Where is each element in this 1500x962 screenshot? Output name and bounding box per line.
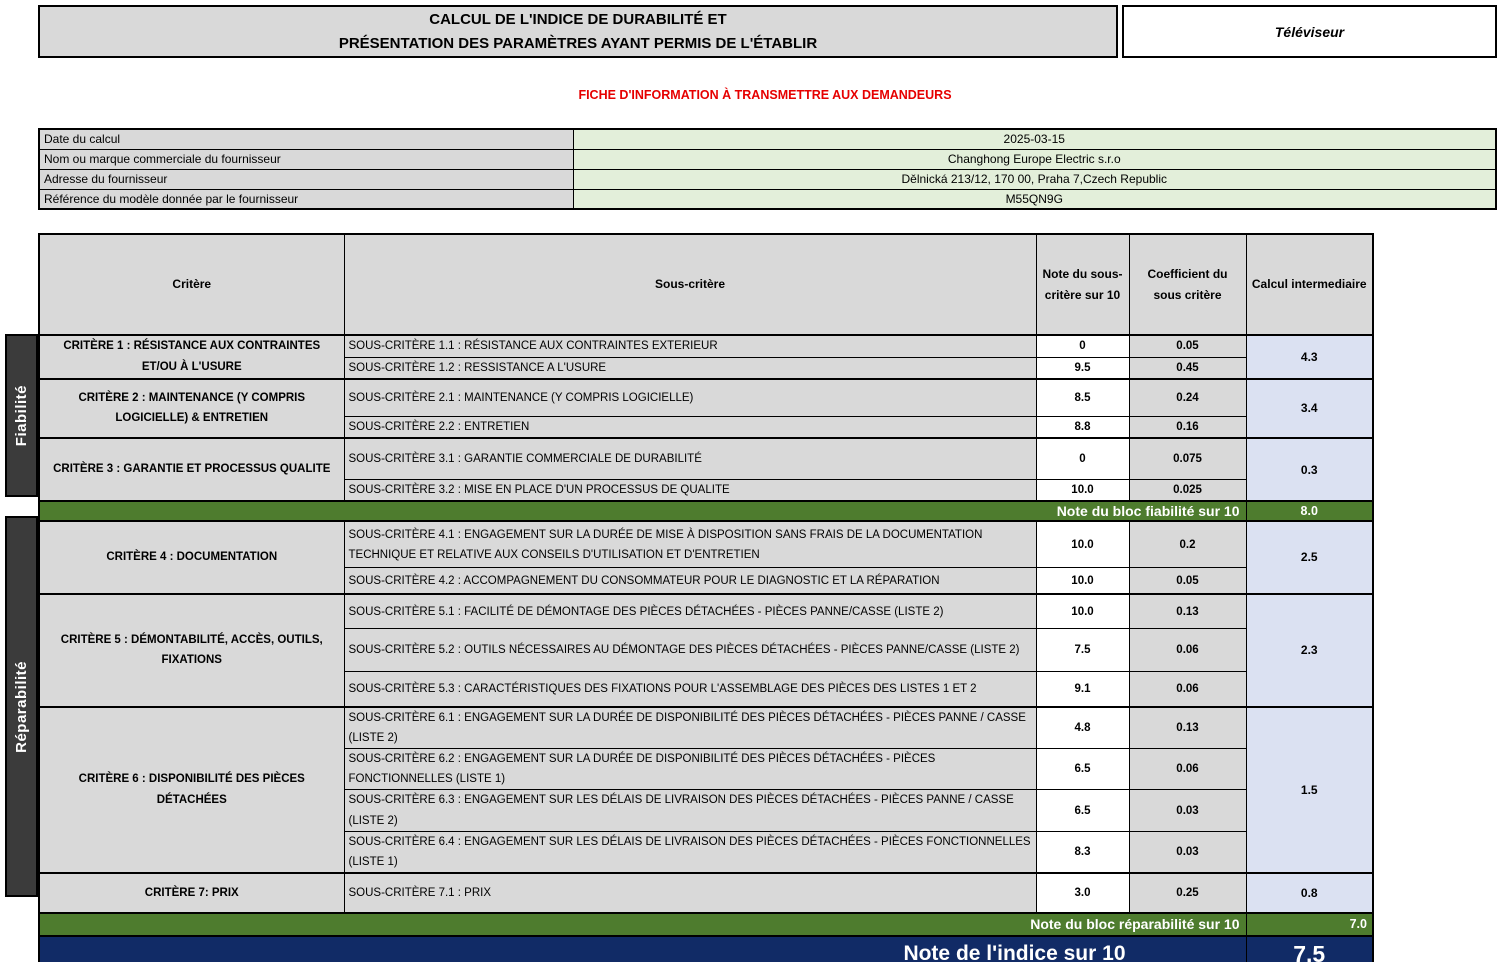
coef-1-1: 0.05 [1129,335,1246,357]
info-label-supplier-address: Adresse du fournisseur [39,169,573,189]
coef-3-2: 0.025 [1129,479,1246,501]
critere-3-label: CRITÈRE 3 : GARANTIE ET PROCESSUS QUALITE [39,438,344,501]
note-7-1: 3.0 [1036,873,1129,913]
side-label-reparabilite [5,516,38,897]
sous-critere-5-2: SOUS-CRITÈRE 5.2 : OUTILS NÉCESSAIRES AU DÉMONTAGE DES PIÈCES DÉTACHÉES - PIÈCES PANNE/CASSE (LISTE 2) [344,629,1036,672]
sous-critere-5-3: SOUS-CRITÈRE 5.3 : CARACTÉRISTIQUES DES FIXATIONS POUR L'ASSEMBLAGE DES PIÈCES DES LISTES 1 ET 2 [344,672,1036,707]
fiabilite-note-row [39,501,1373,521]
note-6-1: 4.8 [1036,707,1129,749]
note-4-1: 10.0 [1036,521,1129,568]
coef-6-3: 0.03 [1129,790,1246,831]
sous-critere-3-2: SOUS-CRITÈRE 3.2 : MISE EN PLACE D'UN PROCESSUS DE QUALITE [344,479,1036,501]
table-row [39,707,1373,749]
coef-2-1: 0.24 [1129,379,1246,417]
note-1-2: 9.5 [1036,357,1129,379]
note-5-1: 10.0 [1036,594,1129,629]
calc-critere-2: 3.4 [1246,379,1373,439]
col-header-sous-critere: Sous-critère [344,234,1036,335]
info-value-supplier-address: Dělnická 213/12, 170 00, Praha 7,Czech Republic [573,169,1496,189]
note-3-1: 0 [1036,438,1129,479]
table-row [39,594,1373,629]
coef-5-2: 0.06 [1129,629,1246,672]
note-2-1: 8.5 [1036,379,1129,417]
sous-critere-6-1: SOUS-CRITÈRE 6.1 : ENGAGEMENT SUR LA DURÉE DE DISPONIBILITÉ DES PIÈCES DÉTACHÉES - PIÈCES PANNE / CASSE (LISTE 2) [344,707,1036,749]
table-row [39,335,1373,357]
table-header-row [39,234,1373,335]
note-5-3: 9.1 [1036,672,1129,707]
calc-critere-1: 4.3 [1246,335,1373,379]
critere-6-label: CRITÈRE 6 : DISPONIBILITÉ DES PIÈCES DÉTACHÉES [39,707,344,873]
col-header-critere: Critère [39,234,344,335]
critere-4-label: CRITÈRE 4 : DOCUMENTATION [39,521,344,594]
table-row [39,149,1496,169]
note-1-1: 0 [1036,335,1129,357]
calc-critere-4: 2.5 [1246,521,1373,594]
reparabilite-note-value: 7.0 [1246,913,1373,936]
coef-5-1: 0.13 [1129,594,1246,629]
calc-critere-7: 0.8 [1246,873,1373,913]
table-row [39,873,1373,913]
note-3-2: 10.0 [1036,479,1129,501]
title-line-2: PRÉSENTATION DES PARAMÈTRES AYANT PERMIS DE L'ÉTABLIR [338,34,818,52]
fiabilite-note-value: 8.0 [1246,501,1373,521]
info-value-supplier-name: Changhong Europe Electric s.r.o [573,149,1496,169]
final-index-label: Note de l'indice sur 10 [39,936,1246,962]
sous-critere-6-2: SOUS-CRITÈRE 6.2 : ENGAGEMENT SUR LA DURÉE DE DISPONIBILITÉ DES PIÈCES DÉTACHÉES - PIÈCES FONCTIONNELLES (LISTE 1) [344,749,1036,790]
sous-critere-2-1: SOUS-CRITÈRE 2.1 : MAINTENANCE (Y COMPRIS LOGICIELLE) [344,379,1036,417]
coef-4-1: 0.2 [1129,521,1246,568]
note-6-4: 8.3 [1036,831,1129,873]
table-row [39,438,1373,479]
sous-critere-6-4: SOUS-CRITÈRE 6.4 : ENGAGEMENT SUR LES DÉLAIS DE LIVRAISON DES PIÈCES DÉTACHÉES - PIÈCES FONCTIONNELLES (LISTE 1) [344,831,1036,873]
sous-critere-5-1: SOUS-CRITÈRE 5.1 : FACILITÉ DE DÉMONTAGE DES PIÈCES DÉTACHÉES - PIÈCES PANNE/CASSE (LISTE 2) [344,594,1036,629]
fiabilite-note-label: Note du bloc fiabilité sur 10 [39,501,1246,521]
sous-critere-4-2: SOUS-CRITÈRE 4.2 : ACCOMPAGNEMENT DU CONSOMMATEUR POUR LE DIAGNOSTIC ET LA RÉPARATION [344,568,1036,594]
table-row [39,129,1496,149]
col-header-calcul: Calcul intermediaire [1246,234,1373,335]
table-row [39,379,1373,417]
note-2-2: 8.8 [1036,417,1129,439]
table-row [39,521,1373,568]
side-label-fiabilite [5,334,38,497]
coef-2-2: 0.16 [1129,417,1246,439]
reparabilite-vertical-text: Réparabilité [13,660,30,753]
calc-critere-5: 2.3 [1246,594,1373,707]
info-label-model-reference: Référence du modèle donnée par le fournisseur [39,189,573,209]
sous-critere-2-2: SOUS-CRITÈRE 2.2 : ENTRETIEN [344,417,1036,439]
note-6-3: 6.5 [1036,790,1129,831]
sous-critere-3-1: SOUS-CRITÈRE 3.1 : GARANTIE COMMERCIALE DE DURABILITÉ [344,438,1036,479]
calc-critere-3: 0.3 [1246,438,1373,501]
info-value-date: 2025-03-15 [573,129,1496,149]
sous-critere-1-2: SOUS-CRITÈRE 1.2 : RESSISTANCE A L'USURE [344,357,1036,379]
calc-critere-6: 1.5 [1246,707,1373,873]
col-header-coefficient: Coefficient du sous critère [1129,234,1246,335]
sous-critere-7-1: SOUS-CRITÈRE 7.1 : PRIX [344,873,1036,913]
col-header-note: Note du sous-critère sur 10 [1036,234,1129,335]
note-4-2: 10.0 [1036,568,1129,594]
product-category-box [1122,5,1497,58]
critere-5-label: CRITÈRE 5 : DÉMONTABILITÉ, ACCÈS, OUTILS, FIXATIONS [39,594,344,707]
note-6-2: 6.5 [1036,749,1129,790]
note-5-2: 7.5 [1036,629,1129,672]
title-line-1: CALCUL DE L'INDICE DE DURABILITÉ ET [429,11,727,29]
info-value-model-reference: M55QN9G [573,189,1496,209]
final-index-row [39,936,1373,962]
red-subtitle: FICHE D'INFORMATION À TRANSMETTRE AUX DEMANDEURS [578,88,952,102]
reparabilite-note-label: Note du bloc réparabilité sur 10 [39,913,1246,936]
fiabilite-vertical-text: Fiabilité [13,384,30,447]
coef-3-1: 0.075 [1129,438,1246,479]
reparabilite-note-row [39,913,1373,936]
table-row [39,169,1496,189]
critere-7-label: CRITÈRE 7: PRIX [39,873,344,913]
sous-critere-6-3: SOUS-CRITÈRE 6.3 : ENGAGEMENT SUR LES DÉLAIS DE LIVRAISON DES PIÈCES DÉTACHÉES - PIÈCES PANNE / CASSE (LISTE 2) [344,790,1036,831]
info-label-supplier-name: Nom ou marque commerciale du fournisseur [39,149,573,169]
coef-6-1: 0.13 [1129,707,1246,749]
coef-6-4: 0.03 [1129,831,1246,873]
table-row [39,189,1496,209]
coef-5-3: 0.06 [1129,672,1246,707]
coef-6-2: 0.06 [1129,749,1246,790]
critere-1-label: CRITÈRE 1 : RÉSISTANCE AUX CONTRAINTES ET/OU À L'USURE [39,335,344,379]
sous-critere-1-1: SOUS-CRITÈRE 1.1 : RÉSISTANCE AUX CONTRAINTES EXTERIEUR [344,335,1036,357]
critere-2-label: CRITÈRE 2 : MAINTENANCE (Y COMPRIS LOGICIELLE) & ENTRETIEN [39,379,344,439]
criteria-table [38,233,1374,962]
info-label-date: Date du calcul [39,129,573,149]
coef-4-2: 0.05 [1129,568,1246,594]
document-title [38,5,1118,58]
final-index-value: 7.5 [1246,936,1373,962]
coef-7-1: 0.25 [1129,873,1246,913]
supplier-info-table [38,128,1497,210]
product-category-label: Téléviseur [1274,23,1345,40]
sous-critere-4-1: SOUS-CRITÈRE 4.1 : ENGAGEMENT SUR LA DURÉE DE MISE À DISPOSITION SANS FRAIS DE LA DOCUMENTATION TECHNIQUE ET RELATIVE AUX CONSEILS D'UTILISATION ET D'ENTRETIEN [344,521,1036,568]
coef-1-2: 0.45 [1129,357,1246,379]
